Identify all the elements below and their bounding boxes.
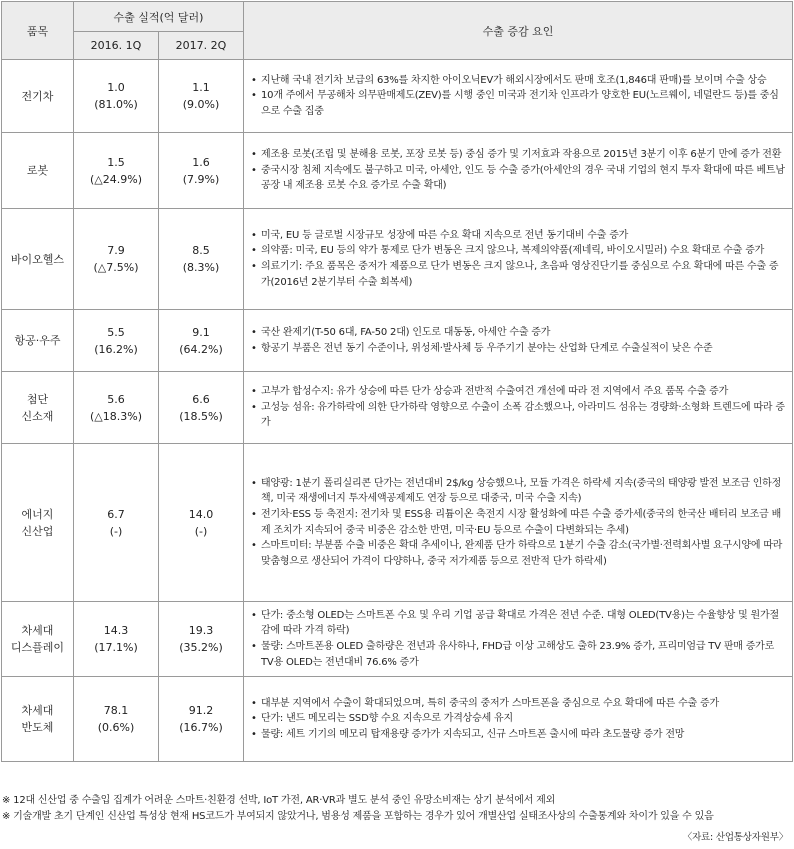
item-name: 전기차 [21, 89, 54, 103]
q2-export-value: 1.6 [192, 155, 210, 169]
reason-item: • 전기차·ESS 등 축전지: 전기차 및 ESS용 리튬이온 축전지 시장 활성화에 따른 수출 증가세(중국의 한국산 배터리 보조금 배제 조치가 지속되어 중국 비중은 감소한 반면, 미국·EU 등으로 수출이 다변화되는 추세) [250, 507, 786, 538]
q1-value-cell [74, 444, 159, 602]
q2-value-cell [159, 60, 244, 133]
reason-item: • 의료기기: 주요 품목은 중저가 제품으로 단가 변동은 크지 않으나, 초음파 영상진단기를 중심으로 수요 확대에 따른 수출 증가(2016년 2분기부터 수출 회복세) [250, 259, 786, 290]
q1-export-value: 1.5 [107, 155, 125, 169]
item-name-cell [2, 372, 74, 444]
table-row [2, 372, 793, 444]
reason-list [250, 73, 786, 120]
header-reasons: 수출 증감 요인 [244, 2, 793, 60]
item-name: 바이오헬스 [10, 252, 65, 266]
reasons-cell [244, 602, 793, 677]
footnotes [2, 793, 792, 824]
item-name-cell [2, 602, 74, 677]
reason-item: • 물량: 세트 기기의 메모리 탑재용량 증가가 지속되고, 신규 스마트폰 출시에 따라 초도물량 증가 전망 [250, 727, 786, 743]
reason-item: • 고부가 합성수지: 유가 상승에 따른 단가 상승과 전반적 수출여건 개선에 따라 전 지역에서 주요 품목 수출 증가 [250, 384, 786, 400]
reason-list [250, 384, 786, 431]
reason-item: • 대부분 지역에서 수출이 확대되었으며, 특히 중국의 중저가 스마트폰을 중심으로 수요 확대에 따른 수출 증가 [250, 696, 786, 712]
item-name-cell [2, 60, 74, 133]
reason-item: • 태양광: 1분기 폴리실리콘 단가는 전년대비 2$/kg 상승했으나, 모듈 가격은 하락세 지속(중국의 태양광 발전 보조금 인하정책, 미국 재생에너지 투자세액공제제도 연장 등으로 대중국, 미국 수출 지속) [250, 476, 786, 507]
q1-change-rate: (0.6%) [97, 721, 135, 734]
table-row [2, 133, 793, 209]
q1-value-cell [74, 209, 159, 310]
q1-export-value: 14.3 [103, 624, 129, 637]
header-q2: 2017. 2Q [159, 32, 244, 60]
footnote: ※ 기술개발 초기 단계인 신산업 특성상 현재 HS코드가 부여되지 않았거나, 범용성 제품을 포함하는 경우가 있어 개별산업 실태조사상의 수출통계와 차이가 있을 수 있음 [2, 810, 714, 822]
item-name-cell [2, 209, 74, 310]
q2-change-rate: (7.9%) [182, 172, 220, 186]
q1-value-cell [74, 677, 159, 762]
reason-item: • 제조용 로봇(조립 및 분해용 로봇, 포장 로봇 등) 중심 증가 및 기저효과 작용으로 2015년 3분기 이후 6분기 만에 증가 전환 [250, 147, 786, 163]
export-performance-table [1, 1, 793, 762]
q1-value-cell [74, 602, 159, 677]
q2-value-cell [159, 133, 244, 209]
footnote: ※ 12대 신산업 중 수출입 집계가 어려운 스마트·친환경 선박, IoT 가전, AR·VR과 별도 분석 중인 유망소비재는 상기 분석에서 제외 [2, 795, 556, 806]
reason-item: • 물량: 스마트폰용 OLED 출하량은 전년과 유사하나, FHD급 이상 고해상도 출하 23.9% 증가, 프리미엄급 TV 판매 증가로 TV용 OLED는 전년대비 76.6% 증가 [250, 639, 786, 670]
q1-export-value: 5.6 [107, 392, 125, 406]
reason-list [250, 325, 786, 356]
table-row [2, 310, 793, 372]
reason-item: • 단가: 낸드 메모리는 SSD향 수요 지속으로 가격상승세 유지 [250, 711, 786, 727]
reasons-cell [244, 444, 793, 602]
reasons-cell [244, 60, 793, 133]
q1-value-cell [74, 133, 159, 209]
q1-export-value: 6.7 [107, 507, 125, 521]
item-name: 디스플레이 [10, 641, 65, 654]
reasons-cell [244, 133, 793, 209]
q1-value-cell [74, 60, 159, 133]
reason-item: • 미국, EU 등 글로벌 시장규모 성장에 따른 수요 확대 지속으로 전년 동기대비 수출 증가 [250, 228, 786, 244]
reason-item: • 의약품: 미국, EU 등의 약가 통제로 단가 변동은 크지 않으나, 복제의약품(제네릭, 바이오시밀러) 수요 확대로 수출 증가 [250, 243, 786, 259]
q1-export-value: 1.0 [107, 81, 125, 94]
q2-change-rate: (-) [194, 524, 208, 538]
item-name: 에너지 [21, 507, 54, 521]
header-q1: 2016. 1Q [74, 32, 159, 60]
q2-change-rate: (16.7%) [179, 721, 223, 734]
reason-item: • 지난해 국내 전기차 보급의 63%를 차지한 아이오닉EV가 해외시장에서도 판매 호조(1,846대 판매)를 보이며 수출 상승 [250, 73, 786, 89]
source-credit: 〈자료: 산업통상자원부〉 [682, 832, 788, 843]
item-name: 항공·우주 [14, 334, 61, 347]
reason-item: • 고성능 섬유: 유가하락에 의한 단가하락 영향으로 수출이 소폭 감소했으나, 아라미드 섬유는 경량화·소형화 트렌드에 따라 증가 [250, 400, 786, 431]
q2-value-cell [159, 677, 244, 762]
q2-value-cell [159, 602, 244, 677]
table-row [2, 60, 793, 133]
reason-list [250, 147, 786, 194]
reason-list [250, 476, 786, 570]
q1-export-value: 7.9 [107, 244, 125, 257]
q2-value-cell [159, 310, 244, 372]
reason-item: • 국산 완제기(T-50 6대, FA-50 2대) 인도로 대동동, 아세안 수출 증가 [250, 325, 786, 341]
table-row [2, 444, 793, 602]
item-name: 차세대 [21, 704, 54, 717]
q1-export-value: 5.5 [107, 325, 125, 339]
reason-item: • 단가: 중소형 OLED는 스마트폰 수요 및 우리 기업 공급 확대로 가격은 전년 수준. 대형 OLED(TV용)는 수율향상 및 원가절감에 따라 가격 하락) [250, 608, 786, 639]
item-name: 반도체 [21, 721, 54, 734]
table-row [2, 677, 793, 762]
q2-export-value: 91.2 [188, 704, 214, 717]
item-name: 차세대 [21, 624, 54, 637]
q1-value-cell [74, 372, 159, 444]
reason-list [250, 696, 786, 743]
reasons-cell [244, 310, 793, 372]
q1-change-rate: (81.0%) [94, 98, 138, 111]
q2-export-value: 19.3 [188, 624, 214, 637]
reason-item: • 10개 주에서 무공해차 의무판매제도(ZEV)를 시행 중인 미국과 전기차 인프라가 양호한 EU(노르웨이, 네덜란드 등)를 중심으로 수출 집중 [250, 88, 786, 119]
q2-export-value: 1.1 [192, 81, 210, 94]
q2-export-value: 9.1 [192, 325, 210, 339]
item-name: 첨단 [26, 392, 49, 406]
q1-value-cell [74, 310, 159, 372]
item-name: 로봇 [26, 164, 49, 177]
q1-change-rate: (-) [109, 524, 123, 538]
q2-change-rate: (35.2%) [179, 641, 223, 654]
reason-item: • 중국시장 침체 지속에도 불구하고 미국, 아세안, 인도 등 수출 증가(아세안의 경우 국내 기업의 현지 투자 확대에 따른 베트남 공장 내 제조용 로봇 수요 증가로 수출 확대) [250, 163, 786, 194]
q2-export-value: 14.0 [188, 507, 214, 521]
reasons-cell [244, 209, 793, 310]
reasons-cell [244, 372, 793, 444]
header-item: 품목 [2, 2, 74, 60]
item-name-cell [2, 310, 74, 372]
reason-item: • 스마트미터: 부분품 수출 비중은 확대 추세이나, 완제품 단가 하락으로 1분기 수출 감소(국가별·전력회사별 요구시양에 따라 맞춤형으로 생산되어 가격이 다양하나, 중국 저가제품 등으로 전반적 단가 하락세) [250, 538, 786, 569]
reason-list [250, 608, 786, 670]
item-name: 신산업 [21, 524, 54, 538]
q2-export-value: 8.5 [192, 244, 210, 257]
q2-export-value: 6.6 [192, 392, 210, 406]
item-name-cell [2, 133, 74, 209]
item-name: 신소재 [21, 409, 54, 423]
q2-value-cell [159, 444, 244, 602]
q2-change-rate: (9.0%) [182, 98, 220, 111]
reason-item: • 항공기 부품은 전년 동기 수준이나, 위성체·발사체 등 우주기기 분야는 산업화 단계로 수출실적이 낮은 수준 [250, 341, 786, 357]
table-row [2, 209, 793, 310]
q1-change-rate: (△7.5%) [93, 261, 139, 274]
q2-change-rate: (64.2%) [179, 342, 223, 356]
q2-change-rate: (18.5%) [179, 409, 223, 423]
reason-list [250, 228, 786, 290]
q1-change-rate: (△18.3%) [90, 409, 142, 423]
item-name-cell [2, 677, 74, 762]
header-performance: 수출 실적(억 달러) [74, 2, 244, 32]
q1-export-value: 78.1 [103, 704, 129, 717]
q2-value-cell [159, 372, 244, 444]
q1-change-rate: (△24.9%) [90, 172, 142, 186]
reasons-cell [244, 677, 793, 762]
item-name-cell [2, 444, 74, 602]
q1-change-rate: (16.2%) [94, 342, 138, 356]
q2-value-cell [159, 209, 244, 310]
q2-change-rate: (8.3%) [182, 261, 220, 274]
q1-change-rate: (17.1%) [94, 641, 138, 654]
table-row [2, 602, 793, 677]
